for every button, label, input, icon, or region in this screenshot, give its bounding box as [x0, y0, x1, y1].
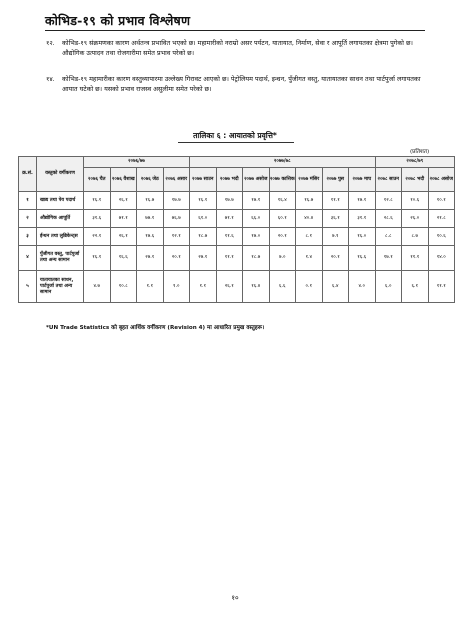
- month-header: २०७६ वैशाख: [110, 168, 137, 192]
- cell-value: १०.१: [428, 192, 455, 210]
- cell-value: ३१.१: [349, 210, 376, 228]
- cell-value: ८.७: [402, 228, 429, 246]
- cell-value: २०.१: [322, 246, 349, 271]
- cell-value: ११.१: [428, 271, 455, 303]
- cell-value: ०.१: [296, 271, 323, 303]
- table-row: [19, 210, 455, 228]
- col-header-sn: क्र.सं.: [19, 157, 37, 192]
- cell-value: ४.०: [349, 271, 376, 303]
- cell-value: २०.१: [163, 246, 190, 271]
- table-row: [19, 228, 455, 246]
- cell-value: १७.६: [137, 228, 164, 246]
- paragraph-12: [46, 38, 431, 58]
- cell-value: १६.७: [137, 192, 164, 210]
- cell-value: १.१: [190, 271, 217, 303]
- cell-value: ६०.१: [269, 210, 296, 228]
- paragraph-number: १२.: [46, 39, 55, 47]
- month-header: २०७६ जेठ: [137, 168, 164, 192]
- cell-value: ११.६: [216, 228, 243, 246]
- cell-value: १७.०: [243, 228, 270, 246]
- cell-value: १.०: [163, 271, 190, 303]
- cell-value: २६.१: [110, 192, 137, 210]
- table-title-underline: [178, 142, 294, 143]
- cell-value: ११.१: [402, 246, 429, 271]
- month-header: २०७७ मंसिर: [296, 168, 323, 192]
- month-header: २०७७ साउन: [190, 168, 217, 192]
- cell-value: १६.१: [190, 192, 217, 210]
- paragraph-number: १४.: [46, 75, 55, 83]
- month-header: २०७७ पुस: [322, 168, 349, 192]
- cell-value: १४.०: [428, 246, 455, 271]
- cell-value: १.१: [137, 271, 164, 303]
- cell-value: ६१.०: [190, 210, 217, 228]
- page-number: १०: [231, 594, 239, 602]
- cell-sn: ३: [19, 228, 37, 246]
- cell-value: १८.७: [190, 228, 217, 246]
- paragraph-text: कोभिड-१९ महामारीका कारण वस्तुव्यापारमा उल्लेख्य गिरावट आएको छ। पेट्रोलियम पदार्थ, इन्धन, पुँजीगत वस्तु, यातायातका साधन तथा पार्टपुर्जा लगायतका आयात घटेको छ। यसको प्रभाव राजस्व असुलीमा समेत परेको छ।: [62, 75, 421, 93]
- cell-sn: २: [19, 210, 37, 228]
- cell-value: ६.६: [269, 271, 296, 303]
- cell-product: पुँजीगत वस्तु, पार्टपुर्जा तथा अन्य सामान: [37, 246, 84, 271]
- cell-value: १६.४: [243, 271, 270, 303]
- table-year-header-row: [19, 157, 455, 168]
- cell-value: १२.८: [375, 192, 402, 210]
- paragraph-text: कोभिड-१९ संक्रमणका कारण अर्थतन्त्र प्रभावित भएको छ। महामारीको नराम्रो असर पर्यटन, यातायात, निर्माण, सेवा र आपूर्ति लगायतका क्षेत्रमा पुगेको छ। औद्योगिक उत्पादन तथा रोजगारीमा समेत प्रभाव परेको छ।: [62, 39, 413, 57]
- cell-value: ६.४: [322, 271, 349, 303]
- table-title: तालिका ६ : आयातको प्रवृत्ति*: [193, 131, 277, 140]
- cell-value: १.४: [296, 246, 323, 271]
- year-header: २०७७/७८: [190, 157, 376, 168]
- cell-value: ६.०: [375, 271, 402, 303]
- table-row: [19, 271, 455, 303]
- table-footnote: *UN Trade Statistics को बृहत आर्थिक वर्गीकरण (Revision 4) मा आधारित प्रमुख वस्तुहरू।: [46, 325, 265, 331]
- cell-value: ११.१: [216, 246, 243, 271]
- month-header: २०७८ असोज: [428, 168, 455, 192]
- month-header: २०७६ चैत: [84, 168, 111, 192]
- cell-value: १०.६: [402, 192, 429, 210]
- year-header: २०७६/७७: [84, 157, 190, 168]
- cell-value: १६.०: [349, 228, 376, 246]
- cell-product: ईन्धन तथा लुब्रिकेन्ट्स: [37, 228, 84, 246]
- cell-value: २६.१: [110, 228, 137, 246]
- cell-value: ७.०: [269, 246, 296, 271]
- cell-value: ३६.१: [322, 210, 349, 228]
- cell-value: ८.८: [375, 228, 402, 246]
- month-header: २०७७ असोज: [243, 168, 270, 192]
- cell-value: ३१.६: [84, 210, 111, 228]
- cell-product: यातायातका साधन, पार्टपुर्जा तथा अन्य सामान: [37, 271, 84, 303]
- cell-sn: ४: [19, 246, 37, 271]
- cell-value: १०.८: [110, 271, 137, 303]
- cell-value: २६.१: [216, 271, 243, 303]
- cell-sn: ५: [19, 271, 37, 303]
- table-month-header-row: [19, 168, 455, 192]
- heading-underline: [45, 30, 425, 31]
- cell-value: ७१.१: [110, 210, 137, 228]
- cell-value: १७.१: [243, 192, 270, 210]
- cell-value: ८.१: [296, 228, 323, 246]
- cell-value: १६.६: [110, 246, 137, 271]
- cell-value: १२.१: [163, 228, 190, 246]
- cell-value: १६.१: [84, 246, 111, 271]
- import-trend-table: [18, 156, 455, 303]
- cell-value: १६.१: [84, 192, 111, 210]
- month-header: २०७८ भदौ: [402, 168, 429, 192]
- cell-value: २१.८: [428, 210, 455, 228]
- cell-value: १७.१: [349, 192, 376, 210]
- cell-value: ४०.४: [296, 210, 323, 228]
- table-row: [19, 192, 455, 210]
- table-row: [19, 246, 455, 271]
- table-unit: (प्रतिशत): [410, 149, 430, 155]
- cell-value: २६.०: [402, 210, 429, 228]
- cell-value: २७.१: [190, 246, 217, 271]
- cell-value: १६.६: [349, 246, 376, 271]
- cell-value: २२.१: [84, 228, 111, 246]
- cell-value: ७६.७: [163, 210, 190, 228]
- cell-product: औद्योगिक आपूर्ति: [37, 210, 84, 228]
- cell-value: १६.७: [296, 192, 323, 210]
- cell-value: ७७.१: [137, 210, 164, 228]
- paragraph-14: [46, 74, 431, 94]
- cell-value: ६६.०: [243, 210, 270, 228]
- month-header: २०७७ माघ: [349, 168, 376, 192]
- cell-product: खाद्य तथा पेय पदार्थ: [37, 192, 84, 210]
- cell-value: १७.१: [375, 246, 402, 271]
- month-header: २०७६ असार: [163, 168, 190, 192]
- cell-value: २०.१: [269, 228, 296, 246]
- cell-value: २८.६: [375, 210, 402, 228]
- cell-value: ७१.१: [216, 210, 243, 228]
- cell-value: ७.१: [322, 228, 349, 246]
- cell-value: २७.१: [137, 246, 164, 271]
- cell-sn: १: [19, 192, 37, 210]
- cell-value: ११.१: [322, 192, 349, 210]
- col-header-product: वस्तुको वर्गीकरण: [37, 157, 84, 192]
- cell-value: १०.६: [428, 228, 455, 246]
- cell-value: ६.१: [402, 271, 429, 303]
- cell-value: १८.७: [243, 246, 270, 271]
- year-header: २०७८/७९: [375, 157, 455, 168]
- month-header: २०७८ साउन: [375, 168, 402, 192]
- month-header: २०७७ कात्तिक: [269, 168, 296, 192]
- cell-value: ४.७: [84, 271, 111, 303]
- table-body: [19, 192, 455, 303]
- month-header: २०७७ भदौ: [216, 168, 243, 192]
- cell-value: १७.७: [163, 192, 190, 210]
- section-heading: कोभिड-१९ को प्रभाव विश्लेषण: [45, 13, 191, 28]
- cell-value: १७.७: [216, 192, 243, 210]
- cell-value: १६.४: [269, 192, 296, 210]
